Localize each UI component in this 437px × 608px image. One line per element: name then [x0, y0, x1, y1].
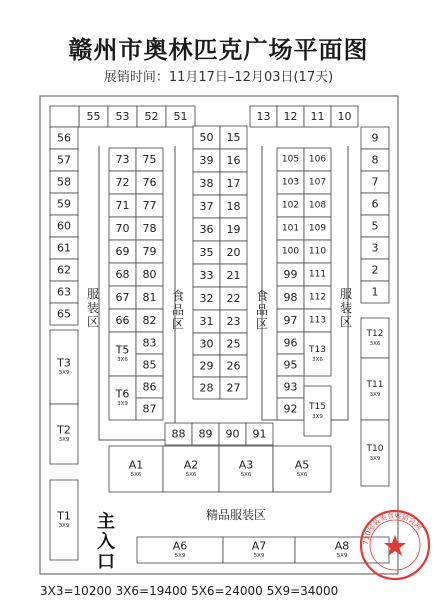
zone-label: 服装区 [339, 287, 353, 329]
booth-number: 95 [283, 358, 298, 372]
booth-number: 33 [199, 269, 214, 282]
booth-113 [304, 309, 331, 332]
main-entrance [97, 511, 115, 573]
booth-number: 7 [371, 175, 379, 189]
booth-A7 [223, 537, 295, 563]
booth-67 [109, 286, 136, 309]
booth-number: 77 [142, 199, 157, 212]
booth-T3 [50, 330, 78, 404]
booth-size: 5X9 [336, 553, 348, 559]
booth-number: 98 [283, 291, 298, 304]
booth-66 [109, 309, 136, 332]
booth-number: 67 [115, 291, 130, 304]
booth-36 [193, 218, 220, 241]
booth-number: T15 [309, 402, 326, 412]
booth-number: 63 [57, 285, 71, 299]
booth-number: 30 [199, 337, 214, 351]
booth-number: T13 [309, 345, 326, 355]
booth-number: 55 [86, 110, 101, 123]
booth-A1 [109, 446, 163, 492]
booth-A5 [273, 446, 331, 492]
booth-number: 21 [226, 269, 241, 282]
booth-18 [220, 195, 247, 218]
booth-number: 10 [337, 110, 352, 123]
booth-58 [50, 171, 78, 193]
booth-T5 [109, 332, 136, 376]
booth-13 [250, 106, 277, 127]
booth-number: 96 [283, 336, 298, 350]
booth-108 [304, 194, 331, 217]
booth-110 [304, 240, 331, 263]
booth-31 [193, 310, 220, 333]
booth-number: 93 [283, 380, 298, 394]
booth-T2 [50, 404, 78, 464]
booth-20 [220, 241, 247, 264]
svg-text:710屋装美食展销会网: 710屋装美食展销会网 [361, 511, 423, 546]
booth-number: 82 [142, 314, 157, 327]
booth-59 [50, 193, 78, 215]
booth-T13 [304, 332, 331, 376]
booth-80 [136, 263, 163, 286]
booth-number: 79 [142, 245, 157, 258]
booth-size: 5X6 [185, 472, 197, 478]
booth-37 [193, 195, 220, 218]
booth-86 [136, 376, 163, 398]
booth-number: T6 [115, 387, 130, 401]
booth-26 [220, 355, 247, 377]
booth-77 [136, 194, 163, 217]
booth-97 [277, 309, 304, 332]
booth-number: 20 [226, 246, 241, 259]
booth-65 [50, 303, 78, 325]
booth-size: 3X9 [58, 370, 70, 376]
booth-107 [304, 171, 331, 194]
booth-number: 71 [115, 199, 130, 212]
booth-56 [50, 127, 78, 149]
entrance-char: 口 [97, 551, 115, 573]
booth-106 [304, 148, 331, 171]
booth-78 [136, 217, 163, 240]
booth-27 [220, 377, 247, 399]
booth-1 [361, 281, 389, 303]
booth-number: T1 [57, 509, 71, 523]
booth-number: 108 [308, 200, 327, 211]
booth-22 [220, 287, 247, 310]
booth-number: 65 [57, 307, 71, 321]
booth-number: 3 [371, 241, 379, 255]
booth-number: 70 [115, 222, 130, 235]
booth-number: 92 [283, 402, 298, 416]
booth-size: 5X9 [253, 553, 265, 559]
booth-53 [108, 106, 137, 127]
booth-number: 5 [371, 219, 379, 233]
booth-number: 88 [171, 427, 186, 441]
booth-number: 111 [308, 269, 327, 280]
booth-number: 85 [142, 358, 157, 372]
booth-number: 18 [226, 200, 241, 213]
booth-number: 78 [142, 222, 157, 235]
booth-number: A7 [251, 539, 267, 553]
page-title: 赣州市奥林匹克广场平面图 [68, 36, 369, 64]
booth-number: A3 [238, 458, 254, 472]
booth-57 [50, 149, 78, 171]
booth-109 [304, 217, 331, 240]
booth-number: 99 [283, 268, 298, 281]
booth-number: 103 [281, 177, 300, 188]
booth-T11 [361, 358, 389, 420]
booth-90 [219, 423, 246, 445]
booth-8 [361, 149, 389, 171]
booth-T6 [109, 376, 136, 420]
booth-number: T3 [57, 356, 71, 370]
booth-29 [193, 355, 220, 377]
booth-5 [361, 215, 389, 237]
zone-label: 精品服装区 [205, 508, 267, 522]
booth-number: 102 [281, 200, 300, 211]
booth-112 [304, 286, 331, 309]
booth-number: 80 [142, 268, 157, 281]
booth-12 [277, 106, 304, 127]
booth-55 [79, 106, 108, 127]
booth-63 [50, 281, 78, 303]
booth-92 [277, 398, 304, 420]
booth-73 [109, 148, 136, 171]
booth-number: 91 [252, 427, 267, 441]
booth-size: 5X6 [240, 472, 252, 478]
booth-rect [50, 106, 79, 127]
booth-60 [50, 215, 78, 237]
booth-76 [136, 171, 163, 194]
booth-number: 29 [199, 359, 214, 373]
booth-98 [277, 286, 304, 309]
booth-number: 38 [199, 177, 214, 190]
booth-68 [109, 263, 136, 286]
booth-size: 5X6 [296, 472, 308, 478]
booth-71 [109, 194, 136, 217]
booth-7 [361, 171, 389, 193]
booth-number: 8 [371, 153, 379, 167]
booth-number: 13 [256, 110, 271, 123]
booth-T1 [50, 480, 78, 560]
booth-number: 57 [57, 153, 71, 167]
booth-number: 90 [225, 427, 240, 441]
booth-size: 3X9 [117, 401, 128, 407]
booth-99 [277, 263, 304, 286]
booth-number: A5 [294, 458, 310, 472]
entrance-char: 主 [97, 511, 115, 533]
booth-83 [136, 332, 163, 354]
booth-number: A8 [334, 539, 350, 553]
booth-39 [193, 149, 220, 172]
booth-T10 [361, 420, 389, 486]
booth-number: 100 [281, 246, 300, 257]
booth-number: 81 [142, 291, 157, 304]
booth-number: 105 [281, 154, 300, 165]
exhibition-dates: 展销时间：11月17日–12月03日(17天) [103, 70, 334, 85]
booth-number: 60 [57, 219, 71, 233]
booth-number: 112 [308, 292, 327, 303]
booth-size: 3X6 [369, 341, 381, 347]
booth-number: 83 [142, 336, 157, 350]
seal-star-icon [384, 535, 406, 556]
zone-label: 服装区 [86, 287, 100, 329]
booth-number: 23 [226, 315, 241, 328]
booth-51 [166, 106, 195, 127]
booth-number: 26 [226, 359, 241, 373]
booth-number: 66 [115, 314, 130, 327]
booth-A2 [163, 446, 219, 492]
booth-number: 31 [199, 315, 214, 328]
booth-number: 69 [115, 245, 130, 258]
booth-number: 76 [142, 176, 157, 189]
booth-T15 [304, 386, 331, 436]
booth-number: 110 [308, 246, 327, 257]
booth-number: 53 [115, 110, 130, 123]
booth-25 [220, 333, 247, 355]
booth-number: A2 [183, 458, 199, 472]
booth-62 [50, 259, 78, 281]
booth-72 [109, 171, 136, 194]
booth-number: 19 [226, 223, 241, 236]
booth-30 [193, 333, 220, 355]
booth-size: 3X9 [369, 392, 381, 398]
booth-size: 3X9 [312, 414, 323, 420]
booth-number: A6 [172, 539, 188, 553]
zone-label: 食品区 [171, 289, 185, 331]
booth-95 [277, 354, 304, 376]
booth-number: 89 [198, 427, 213, 441]
booth-88 [165, 423, 192, 445]
booth-number: 32 [199, 292, 214, 305]
booth-size: 5X9 [174, 553, 186, 559]
booth-number: T10 [366, 444, 384, 454]
booth-number: 106 [308, 154, 327, 165]
booth-85 [136, 354, 163, 376]
booth-91 [246, 423, 273, 445]
booth-number: 12 [283, 110, 298, 123]
booth-111 [304, 263, 331, 286]
booth-38 [193, 172, 220, 195]
booth-number: 56 [57, 131, 71, 145]
booth-number: 25 [226, 337, 241, 351]
booth-number: A1 [128, 458, 144, 472]
booth-28 [193, 377, 220, 399]
booth-number: 39 [199, 154, 214, 167]
booth-103 [277, 171, 304, 194]
booth-105 [277, 148, 304, 171]
booth-number: T2 [57, 423, 71, 437]
booth-19 [220, 218, 247, 241]
booth-number: 61 [57, 241, 71, 255]
booth-6 [361, 193, 389, 215]
booth-number: 17 [226, 177, 241, 190]
booth-number: 6 [371, 197, 379, 211]
booth-number: 36 [199, 223, 214, 236]
booth-96 [277, 332, 304, 354]
booth-32 [193, 287, 220, 310]
booth-2 [361, 259, 389, 281]
booth-number: 28 [199, 381, 214, 395]
booth-100 [277, 240, 304, 263]
booth-15 [220, 126, 247, 149]
booth-number: 22 [226, 292, 241, 305]
booth-number: 75 [142, 153, 157, 166]
booth-23 [220, 310, 247, 333]
booth-number: 86 [142, 380, 157, 394]
booth-number: 62 [57, 263, 71, 277]
booth-number: 11 [310, 110, 325, 123]
booth-number: T11 [366, 380, 384, 390]
booth-35 [193, 241, 220, 264]
booth-number: 52 [144, 110, 159, 123]
booth-size: 3X6 [312, 357, 323, 363]
booth-3 [361, 237, 389, 259]
booth-93 [277, 376, 304, 398]
booth-21 [220, 264, 247, 287]
booth-69 [109, 240, 136, 263]
booth-number: 1 [371, 285, 379, 299]
booth-number: 50 [199, 131, 214, 144]
booth-101 [277, 217, 304, 240]
booth-50 [193, 126, 220, 149]
booth-number: 87 [142, 402, 157, 416]
booth-79 [136, 240, 163, 263]
booth-number: T5 [115, 343, 130, 357]
booth-10 [331, 106, 358, 127]
booth-87 [136, 398, 163, 420]
booth-size: 3X9 [58, 437, 70, 443]
booth-81 [136, 286, 163, 309]
booth-number: T12 [366, 329, 384, 339]
booth-number: 101 [281, 223, 300, 234]
entrance-char: 入 [97, 531, 115, 553]
booth-number: 97 [283, 314, 298, 327]
booth-number: 113 [308, 315, 327, 326]
booth-70 [109, 217, 136, 240]
booth-89 [192, 423, 219, 445]
booth-number: 35 [199, 246, 214, 259]
booth-number: 16 [226, 154, 241, 167]
booth-number: 109 [308, 223, 327, 234]
booth-75 [136, 148, 163, 171]
booth-11 [304, 106, 331, 127]
booth-number: 2 [371, 263, 379, 277]
booth-82 [136, 309, 163, 332]
booth-number: 73 [115, 153, 130, 166]
booth-52 [137, 106, 166, 127]
booth-layer [50, 106, 389, 563]
booth-blank [50, 106, 79, 127]
booth-number: 58 [57, 175, 71, 189]
booth-number: 37 [199, 200, 214, 213]
booth-number: 51 [173, 110, 188, 123]
booth-number: 27 [226, 381, 241, 395]
booth-61 [50, 237, 78, 259]
booth-size: 3X9 [369, 456, 381, 462]
booth-number: 15 [226, 131, 241, 144]
booth-9 [361, 127, 389, 149]
booth-33 [193, 264, 220, 287]
booth-size: 3X9 [58, 523, 70, 529]
booth-number: 72 [115, 176, 130, 189]
booth-number: 68 [115, 268, 130, 281]
zone-label: 食品区 [255, 289, 269, 331]
booth-size: 3X6 [117, 357, 128, 363]
booth-102 [277, 194, 304, 217]
exhibition-seal-stamp [358, 508, 432, 582]
booth-number: 59 [57, 197, 71, 211]
booth-price-list: 3X3=10200 3X6=19400 5X6=24000 5X9=34000 [40, 584, 339, 598]
booth-17 [220, 172, 247, 195]
booth-A3 [219, 446, 273, 492]
booth-number: 107 [308, 177, 327, 188]
booth-A6 [137, 537, 223, 563]
booth-16 [220, 149, 247, 172]
booth-T12 [361, 318, 389, 358]
booth-number: 9 [371, 131, 379, 145]
booth-size: 5X6 [130, 472, 142, 478]
